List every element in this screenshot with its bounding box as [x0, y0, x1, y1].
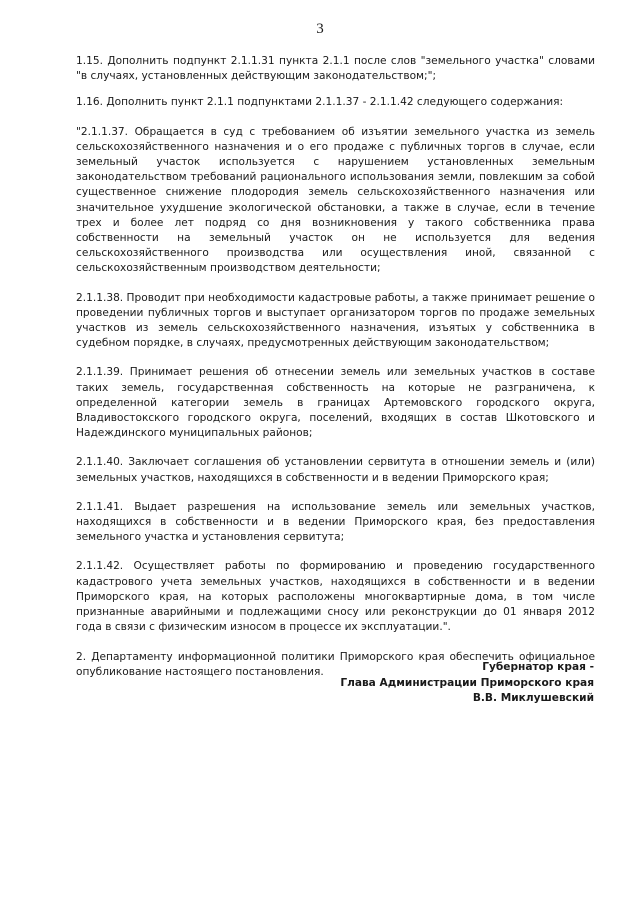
- paragraph-2-1-1-41: 2.1.1.41. Выдает разрешения на использование земель или земельных участков, находящихся в собственности и в ведении Приморского края, без предоставления земельного участка и установления сервитута;: [76, 500, 595, 544]
- document-body: [76, 54, 595, 680]
- paragraph-1-15: 1.15. Дополнить подпункт 2.1.1.31 пункта 2.1.1 после слов "земельного участка" словами "в случаях, установленных действующим законодательством;";: [76, 55, 595, 83]
- signature-title: Губернатор края -: [482, 661, 594, 673]
- paragraph-2-1-1-40: 2.1.1.40. Заключает соглашения об установлении сервитута в отношении земель и (или) земельных участков, находящихся в собственности и в ведении Приморского края;: [76, 456, 595, 484]
- page-number: 3: [316, 21, 324, 37]
- paragraph-2: 2. Департаменту информационной политики Приморского края обеспечить официальное опубликование настоящего постановления.: [76, 650, 595, 678]
- paragraph-2-1-1-38: 2.1.1.38. Проводит при необходимости кадастровые работы, а также принимает решение о проведении публичных торгов и выступает организатором торгов по продаже земельных участков из земель сельскохозяйственного назначения, изъятых у собственника в судебном порядке, в случаях, предусмотренных действующим законодательством;: [76, 291, 595, 350]
- paragraph-1-16: 1.16. Дополнить пункт 2.1.1 подпунктами 2.1.1.37 - 2.1.1.42 следующего содержания:: [76, 96, 564, 109]
- paragraph-2-1-1-42: 2.1.1.42. Осуществляет работы по формированию и проведению государственного кадастрового учета земельных участков, находящихся в собственности и в ведении Приморского края, на которых расположены многоквартирные дома, в том числе признанные аварийными и подлежащими сносу или реконструкции до 01 января 2012 года в связи с физическим износом в процессе их эксплуатации.".: [76, 560, 595, 634]
- paragraph-2-1-1-37: "2.1.1.37. Обращается в суд с требованием об изъятии земельного участка из земель сельскохозяйственного назначения и о его продаже с публичных торгов в случае, если земельный участок используется с нарушением установленных земельным законодательством требований рационального использования земли, повлекшим за собой существенное снижение плодородия земель сельскохозяйственного назначения или значительное ухудшение экологической обстановки, а также в случае, если в течение трех и более лет подряд со дня возникновения у такого собственника права собственности на земельный участок он не используется для ведения сельскохозяйственного производства или осуществления иной, связанной с сельскохозяйственным производством деятельности;: [76, 125, 595, 275]
- signature-position: Глава Администрации Приморского края: [340, 676, 594, 689]
- signature-block: [340, 660, 594, 707]
- paragraph-2-1-1-39: 2.1.1.39. Принимает решения об отнесении земель или земельных участков в составе таких земель, государственная собственность на которые не разграничена, к определенной категории земель в границах Артемовского городского округа, Владивостокского городского округа, поселений, входящих в состав Шкотовского и Надеждинского муниципальных районов;: [76, 366, 595, 440]
- signature-name: В.В. Миклушевский: [472, 692, 594, 705]
